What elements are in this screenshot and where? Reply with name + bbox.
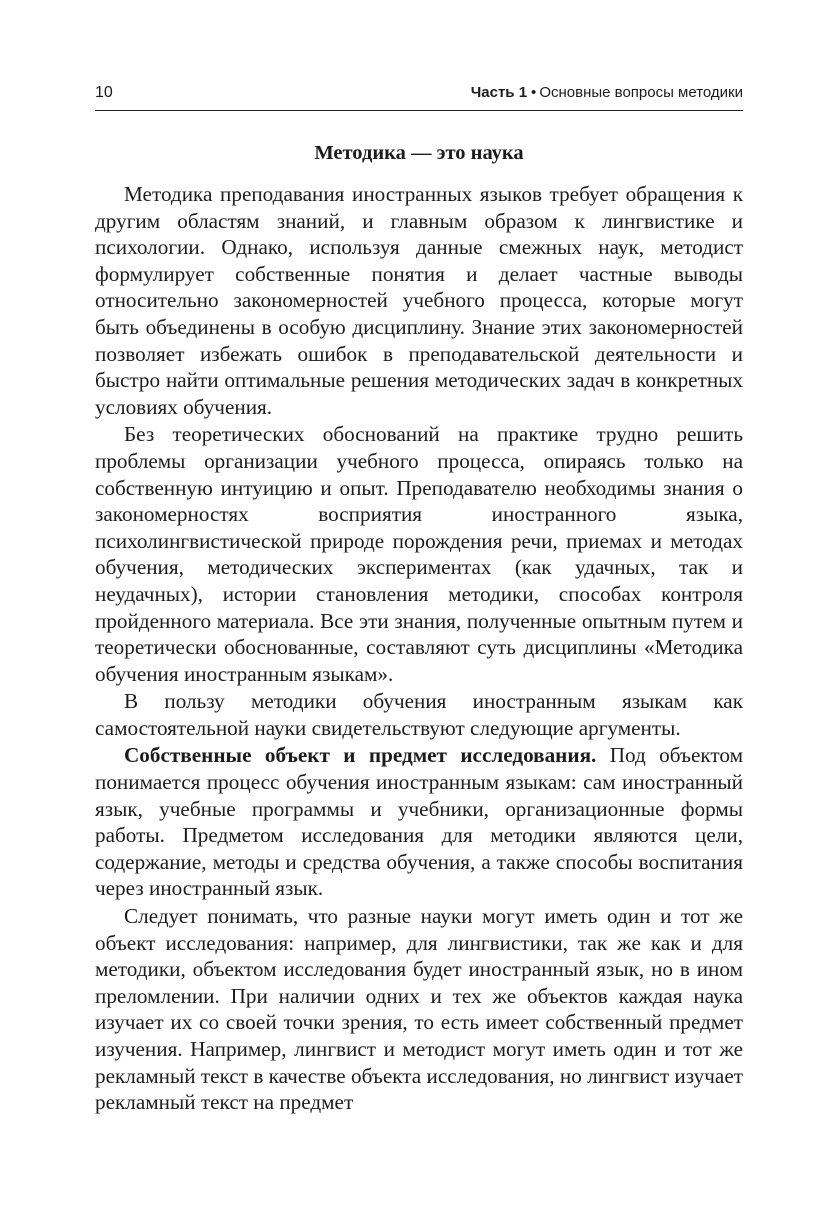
- paragraph-3: [95, 688, 743, 741]
- body-text: [95, 181, 743, 1116]
- page-number: 10: [95, 84, 113, 101]
- part-label: Часть 1: [470, 84, 528, 101]
- paragraph-1: [95, 181, 743, 420]
- book-page: [95, 84, 743, 1117]
- paragraph-text: Следует понимать, что разные науки могут иметь один и тот же объект исследования: например, для лингвистики, так же как и для методики, объектом исследования будет иностранный язык, но в ином преломлении. При наличии одних и тех же объектов каждая наука изучает их со своей точки зрения, то есть имеет собственный предмет изучения. Например, лингвист и методист могут иметь один и тот же рекламный текст в качестве объекта исследования, но лингвист изучает рекламный текст на предмет: [95, 904, 743, 1115]
- running-title: [471, 84, 743, 101]
- paragraph-text: Методика преподавания иностранных языков требует обращения к другим областям знаний, и главным образом к лингвистике и психологии. Однако, используя данные смежных наук, методист формулирует собственные понятия и делает частные выводы относительно закономерностей учебного процесса, которые могут быть объединены в особую дисциплину. Знание этих закономерностей позволяет избежать ошибок в преподавательской деятельности и быстро найти оптимальные решения методических задач в конкретных условиях обучения.: [95, 182, 743, 419]
- bullet-separator: •: [531, 84, 537, 101]
- paragraph-text: Под объектом понимается процесс обучения иностранным языкам: сам иностранный язык, учебные программы и учебники, организационные формы работы. Предметом исследования для методики являются цели, содержание, методы и средства обучения, а также способы воспитания через иностранный язык.: [95, 743, 743, 901]
- paragraph-2: [95, 421, 743, 687]
- section-name: Основные вопросы методики: [539, 84, 743, 101]
- paragraph-text: В пользу методики обучения иностранным языкам как самостоятельной науки свидетельствуют следующие аргументы.: [95, 689, 743, 740]
- paragraph-text: Без теоретических обоснований на практике трудно решить проблемы организации учебного процесса, опираясь только на собственную интуицию и опыт. Преподавателю необходимы знания о закономерностях восприятия иностранного языка, психолингвистической природе порождения речи, приемах и методах обучения, методических экспериментах (как удачных, так и неудачных), истории становления методики, способах контроля пройденного материала. Все эти знания, полученные опытным путем и теоретически обоснованные, составляют суть дисциплины «Методика обучения иностранным языкам».: [95, 422, 743, 686]
- paragraph-lead-bold: Собственные объект и предмет исследования.: [124, 743, 597, 768]
- section-title: Методика — это наука: [314, 142, 524, 164]
- running-header: [95, 84, 743, 111]
- paragraph-5: [95, 903, 743, 1116]
- paragraph-4: [95, 742, 743, 902]
